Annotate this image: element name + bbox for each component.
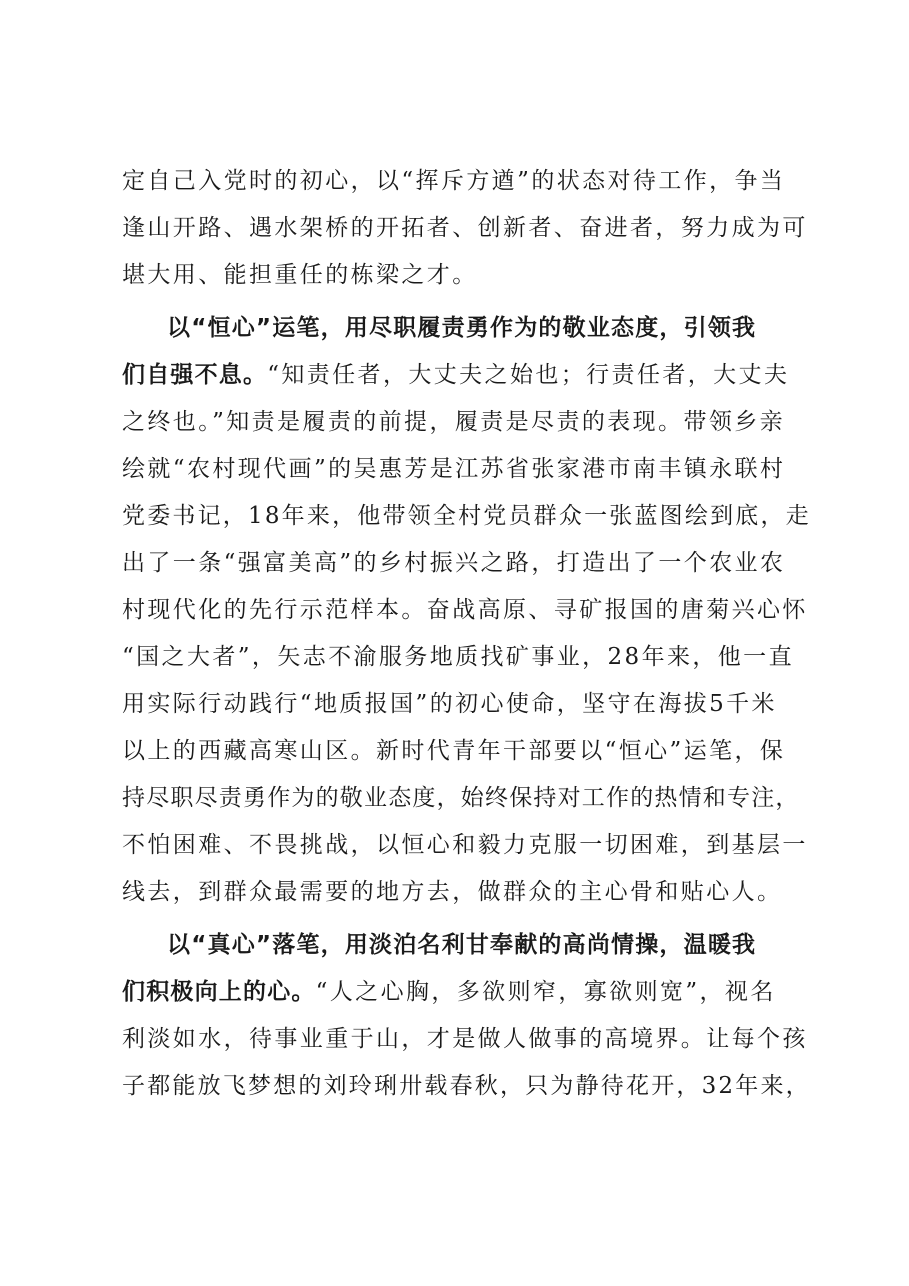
body-line <box>122 1017 812 1061</box>
line-text: 党委书记，18年来，他带领全村党员群众一张蓝图绘到底，走 <box>122 503 811 529</box>
body-line <box>122 635 812 679</box>
line-text: 逢山开路、遇水架桥的开拓者、创新者、奋进者，努力成为可 <box>122 215 808 241</box>
line-text: “国之大者”，矢志不渝服务地质找矿事业，28年来，他一直 <box>122 644 794 670</box>
body-line <box>122 206 812 250</box>
body-line <box>122 588 812 632</box>
line-text: 村现代化的先行示范样本。奋战高原、寻矿报国的唐菊兴心怀 <box>122 597 808 623</box>
body-line <box>122 400 812 444</box>
line-text: 用实际行动践行“地质报国”的初心使命，坚守在海拔5千米 <box>122 691 777 717</box>
line-text: “人之心胸，多欲则窄，寡欲则宽”，视名 <box>315 979 776 1005</box>
line-text: 子都能放飞梦想的刘玲琍卅载春秋，只为静待花开，32年来， <box>122 1073 811 1099</box>
heading-text: 以“真心”落笔，用淡泊名利甘奉献的高尚情操，温暖我 <box>167 932 757 958</box>
line-text: 绘就“农村现代画”的吴惠芳是江苏省张家港市南丰镇永联村 <box>122 456 786 482</box>
line-text: 线去，到群众最需要的地方去，做群众的主心骨和贴心人。 <box>122 879 783 905</box>
body-line <box>122 447 812 491</box>
line-text: 出了一条“强富美高”的乡村振兴之路，打造出了一个农业农 <box>122 550 786 576</box>
heading-text: 们自强不息。 <box>122 362 268 388</box>
line-text: 定自己入党时的初心，以“挥斥方遒”的状态对待工作，争当 <box>122 168 786 194</box>
heading-text: 以“恒心”运笔，用尽职履责勇作为的敬业态度，引领我 <box>167 315 757 341</box>
line-text: 利淡如水，待事业重于山，才是做人做事的高境界。让每个孩 <box>122 1026 808 1052</box>
line-text: “知责任者，大丈夫之始也；行责任者，大丈夫 <box>267 362 790 388</box>
body-line <box>122 729 812 773</box>
body-line <box>122 970 812 1014</box>
body-line <box>122 159 812 203</box>
body-line <box>122 776 812 820</box>
body-line <box>122 1064 812 1108</box>
body-line <box>122 541 812 585</box>
body-line <box>122 353 812 397</box>
line-text: 以上的西藏高寒山区。新时代青年干部要以“恒心”运笔，保 <box>122 738 786 764</box>
line-text: 不怕困难、不畏挑战，以恒心和毅力克服一切困难，到基层一 <box>122 832 808 858</box>
line-text: 堪大用、能担重任的栋梁之才。 <box>122 262 478 288</box>
body-line <box>122 494 812 538</box>
line-text: 之终也。”知责是履责的前提，履责是尽责的表现。带领乡亲 <box>122 409 786 435</box>
body-line <box>122 870 812 914</box>
body-line <box>122 682 812 726</box>
line-text: 持尽职尽责勇作为的敬业态度，始终保持对工作的热情和专注， <box>122 785 800 811</box>
heading-line <box>167 923 812 967</box>
heading-line <box>167 306 812 350</box>
heading-text: 们积极向上的心。 <box>122 979 316 1005</box>
body-line <box>122 823 812 867</box>
body-line <box>122 253 812 297</box>
